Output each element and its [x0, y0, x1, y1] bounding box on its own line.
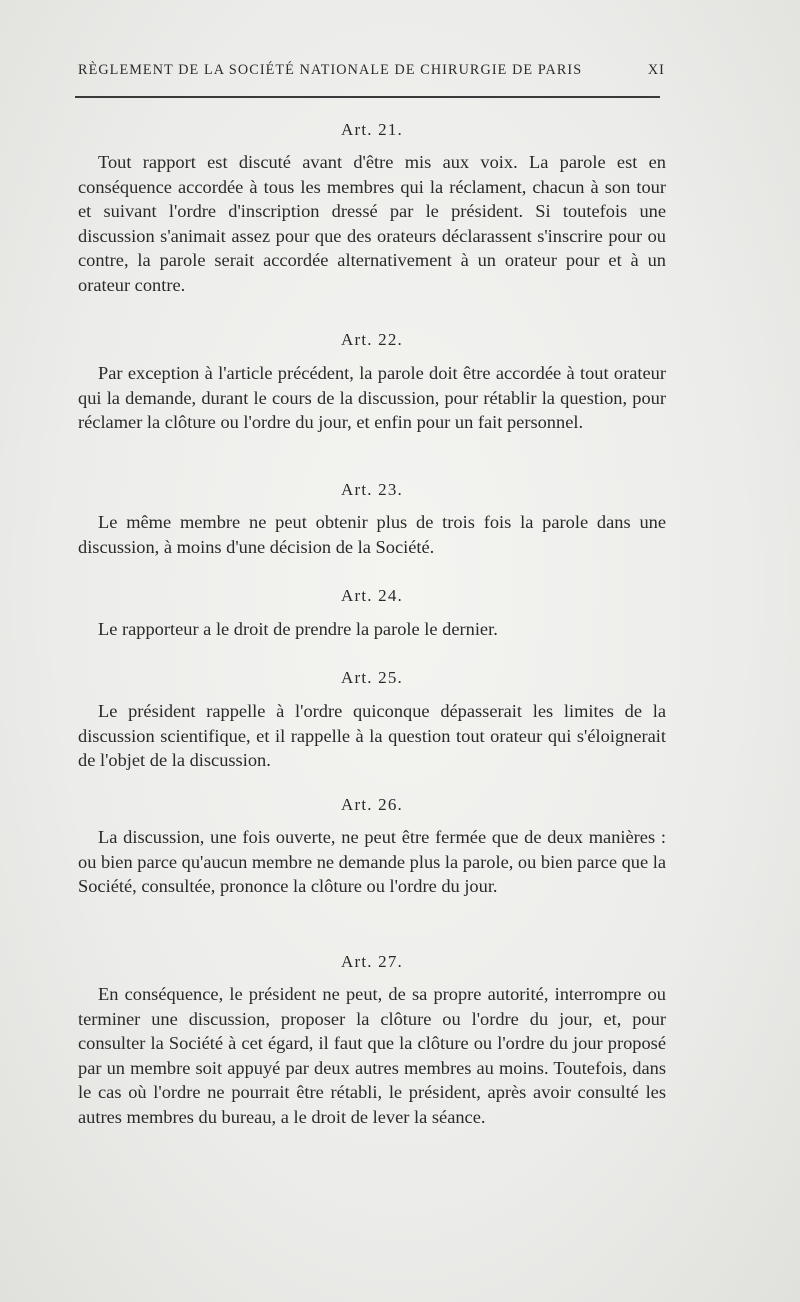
- article-heading: Art. 24.: [340, 586, 403, 605]
- article-body: Par exception à l'article précédent, la parole doit être accordée à tout orateur qui la demande, durant le cours de la discussion, pour rétablir la question, pour réclamer la clôture ou l'ordre du jour, et enfin pour un fait personnel.: [78, 363, 666, 432]
- article-heading: Art. 21.: [340, 120, 403, 139]
- page-number: XI: [647, 62, 665, 78]
- running-head: [78, 62, 665, 79]
- article-heading: Art. 25.: [340, 668, 403, 687]
- article-heading: Art. 22.: [340, 330, 403, 349]
- article-body: Le président rappelle à l'ordre quiconque dépasserait les limites de la discussion scientifique, et il rappelle à la question tout orateur qui s'éloignerait de l'objet de la discussion.: [78, 701, 666, 770]
- article-body: Le rapporteur a le droit de prendre la parole le dernier.: [98, 619, 498, 639]
- header-rule: [75, 96, 660, 98]
- article-body: Le même membre ne peut obtenir plus de trois fois la parole dans une discussion, à moins d'une décision de la Société.: [78, 512, 666, 557]
- running-title: RÈGLEMENT DE LA SOCIÉTÉ NATIONALE DE CHIRURGIE DE PARIS: [78, 62, 583, 78]
- article-heading: Art. 26.: [340, 795, 403, 814]
- article-body: Tout rapport est discuté avant d'être mis aux voix. La parole est en conséquence accordée à tous les membres qui la réclament, chacun à son tour et suivant l'ordre d'inscription dressé par le président. Si toutefois une discussion s'animait assez pour que des orateurs déclarassent s'inscrire pour ou contre, la parole serait accordée alternativement à un orateur pour et à un orateur contre.: [78, 152, 666, 295]
- article-body: La discussion, une fois ouverte, ne peut être fermée que de deux manières : ou bien parce qu'aucun membre ne demande plus la parole, ou bien parce que la Société, consultée, prononce la clôture ou l'ordre du jour.: [78, 827, 666, 896]
- article-body: En conséquence, le président ne peut, de sa propre autorité, interrompre ou terminer une discussion, proposer la clôture ou l'ordre du jour, et, pour consulter la Société à cet égard, il faut que la clôture ou l'ordre du jour proposé par un membre soit appuyé par deux autres membres au moins. Toutefois, dans le cas où l'ordre ne pourrait être rétabli, le président, après avoir consulté les autres membres du bureau, a le droit de lever la séance.: [78, 984, 666, 1127]
- article-heading: Art. 23.: [340, 480, 403, 499]
- article-heading: Art. 27.: [340, 952, 403, 971]
